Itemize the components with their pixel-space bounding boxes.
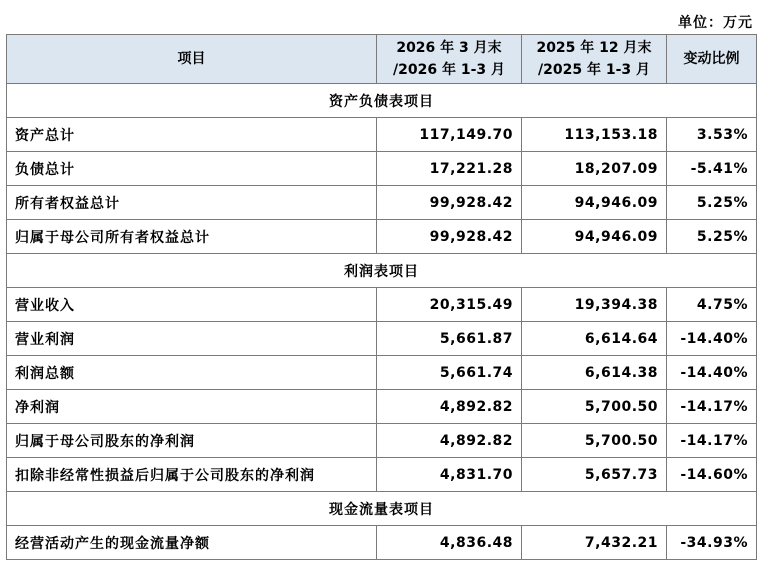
- value-change-ratio: -34.93%: [667, 526, 757, 560]
- header-item: 项目: [7, 35, 377, 84]
- value-current-period: 4,836.48: [377, 526, 522, 560]
- section-title: 资产负债表项目: [7, 84, 757, 118]
- value-change-ratio: 4.75%: [667, 288, 757, 322]
- table-row: [7, 220, 757, 254]
- row-label: 利润总额: [7, 356, 377, 390]
- section-row: [7, 492, 757, 526]
- value-change-ratio: 5.25%: [667, 220, 757, 254]
- table-row: [7, 424, 757, 458]
- row-label: 营业利润: [7, 322, 377, 356]
- value-prior-period: 6,614.38: [522, 356, 667, 390]
- value-prior-period: 7,432.21: [522, 526, 667, 560]
- table-row: [7, 152, 757, 186]
- row-label: 负债总计: [7, 152, 377, 186]
- value-prior-period: 5,657.73: [522, 458, 667, 492]
- header-prior-period: [522, 35, 667, 84]
- row-label: 归属于母公司所有者权益总计: [7, 220, 377, 254]
- value-current-period: 17,221.28: [377, 152, 522, 186]
- value-change-ratio: -5.41%: [667, 152, 757, 186]
- section-row: [7, 84, 757, 118]
- value-current-period: 5,661.74: [377, 356, 522, 390]
- header-current-period: [377, 35, 522, 84]
- row-label: 经营活动产生的现金流量净额: [7, 526, 377, 560]
- header-current-period-line1: 2026 年 3 月末: [396, 40, 502, 56]
- financial-table: [6, 34, 757, 560]
- value-change-ratio: -14.17%: [667, 424, 757, 458]
- value-prior-period: 19,394.38: [522, 288, 667, 322]
- table-header-row: [7, 35, 757, 84]
- header-prior-period-line2: /2025 年 1-3 月: [538, 62, 650, 78]
- value-current-period: 4,892.82: [377, 390, 522, 424]
- row-label: 资产总计: [7, 118, 377, 152]
- value-prior-period: 5,700.50: [522, 390, 667, 424]
- value-change-ratio: 3.53%: [667, 118, 757, 152]
- section-row: [7, 254, 757, 288]
- value-prior-period: 113,153.18: [522, 118, 667, 152]
- value-change-ratio: -14.60%: [667, 458, 757, 492]
- row-label: 营业收入: [7, 288, 377, 322]
- value-prior-period: 5,700.50: [522, 424, 667, 458]
- table-row: [7, 356, 757, 390]
- table-row: [7, 118, 757, 152]
- section-title: 现金流量表项目: [7, 492, 757, 526]
- value-change-ratio: 5.25%: [667, 186, 757, 220]
- value-current-period: 99,928.42: [377, 220, 522, 254]
- value-current-period: 4,831.70: [377, 458, 522, 492]
- header-prior-period-line1: 2025 年 12 月末: [536, 40, 652, 56]
- value-change-ratio: -14.40%: [667, 356, 757, 390]
- header-current-period-line2: /2026 年 1-3 月: [393, 62, 505, 78]
- value-current-period: 5,661.87: [377, 322, 522, 356]
- value-prior-period: 18,207.09: [522, 152, 667, 186]
- table-row: [7, 390, 757, 424]
- table-row: [7, 288, 757, 322]
- value-current-period: 20,315.49: [377, 288, 522, 322]
- section-title: 利润表项目: [7, 254, 757, 288]
- table-body: [7, 84, 757, 560]
- value-change-ratio: -14.17%: [667, 390, 757, 424]
- row-label: 所有者权益总计: [7, 186, 377, 220]
- table-row: [7, 322, 757, 356]
- row-label: 扣除非经常性损益后归属于公司股东的净利润: [7, 458, 377, 492]
- value-prior-period: 94,946.09: [522, 220, 667, 254]
- value-prior-period: 6,614.64: [522, 322, 667, 356]
- row-label: 归属于母公司股东的净利润: [7, 424, 377, 458]
- value-prior-period: 94,946.09: [522, 186, 667, 220]
- value-change-ratio: -14.40%: [667, 322, 757, 356]
- table-row: [7, 186, 757, 220]
- header-change-ratio: 变动比例: [667, 35, 757, 84]
- value-current-period: 4,892.82: [377, 424, 522, 458]
- table-row: [7, 526, 757, 560]
- row-label: 净利润: [7, 390, 377, 424]
- table-row: [7, 458, 757, 492]
- value-current-period: 99,928.42: [377, 186, 522, 220]
- value-current-period: 117,149.70: [377, 118, 522, 152]
- unit-note: 单位：万元: [678, 15, 753, 31]
